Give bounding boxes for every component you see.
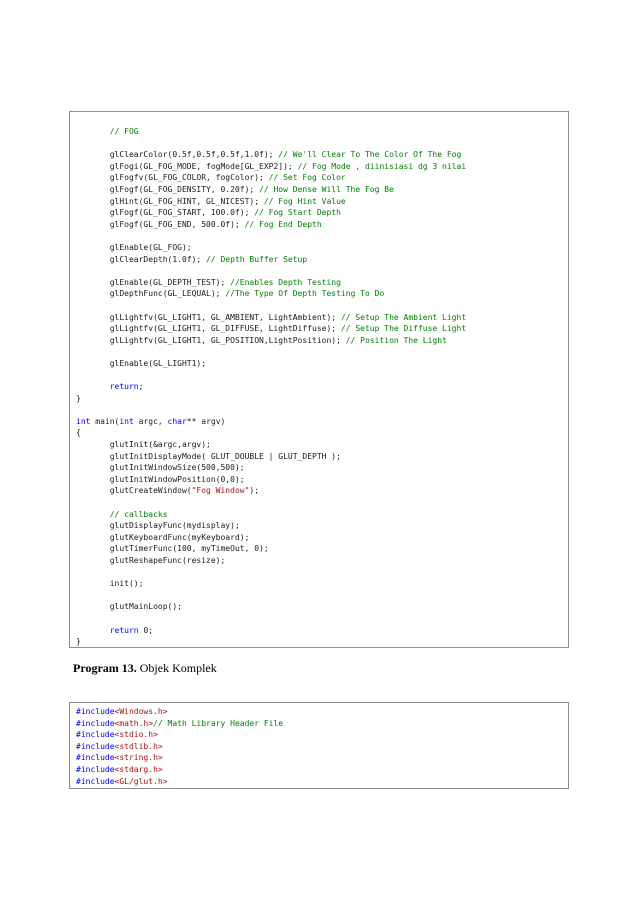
code-text: glutReshapeFunc(resize); [76,555,226,565]
code-line [76,543,466,555]
code-line [76,323,466,335]
code-line [76,451,466,463]
code-line [76,184,466,196]
code-line [76,312,466,324]
code-keyword: #include [76,776,115,786]
code-keyword: #include [76,707,115,716]
code-line [76,578,466,590]
code-line [76,207,466,219]
code-line [76,335,466,347]
code-text: ; [138,382,144,392]
caption-text: Objek Komplek [136,661,217,675]
code-text: glutTimerFunc(100, myTimeOut, 0); [76,544,269,554]
code-keyword: #include [76,718,115,728]
code-line [76,277,466,289]
code-text: glEnable(GL_DEPTH_TEST); [76,277,231,287]
code-text: glClearColor(0.5f,0.5f,0.5f,1.0f); [76,150,279,160]
code-keyword: return [109,625,139,635]
code-comment: // Depth Buffer Setup [206,254,308,264]
code-line [76,555,466,567]
code-comment: // Fog Mode , diinisiasi dg 3 nilai [297,161,467,171]
code-line [76,393,466,405]
code-comment: //Enables Depth Testing [230,277,341,287]
code-string: <GL/glut.h> [114,776,168,786]
code-comment: //The Type Of Depth Testing To Do [225,289,385,299]
code-line [76,196,466,208]
code-line [76,532,466,544]
code-listing-2-text [76,706,283,787]
code-line [76,172,466,184]
program-caption [73,661,217,676]
code-text: } [76,637,81,647]
code-text: ** argv) [186,416,226,426]
code-line [76,520,466,532]
code-text: init(); [76,579,144,589]
code-comment: // Set Fog Color [268,173,346,183]
code-line [76,126,466,138]
code-line [76,149,466,161]
code-line [76,764,283,776]
code-line [76,752,283,764]
code-line [76,613,466,625]
code-keyword: return [109,382,139,392]
code-string: <stdio.h> [114,730,158,740]
code-keyword: #include [76,764,115,774]
code-line [76,474,466,486]
code-text [76,127,110,136]
code-text: { [76,428,81,438]
code-line [76,706,283,718]
code-line [76,161,466,173]
code-text: glFogi(GL_FOG_MODE, fogMode[GL_EXP2]); [76,161,298,171]
code-line [76,369,466,381]
code-line [76,439,466,451]
code-string: <math.h> [114,718,154,728]
code-keyword: #include [76,741,115,751]
code-line [76,138,466,150]
code-text: glutInitWindowPosition(0,0); [76,474,245,484]
code-string: "Fog Window" [191,486,250,496]
code-comment: // Fog Hint Value [263,196,346,206]
code-text: glFogf(GL_FOG_DENSITY, 0.20f); [76,184,260,194]
code-text: glutCreateWindow( [76,486,192,496]
code-line [76,230,466,242]
code-text: glutInitWindowSize(500,500); [76,463,245,473]
code-line [76,346,466,358]
code-keyword: int [76,416,91,426]
code-comment: // Setup The Ambient Light [340,312,467,322]
code-text: glutDisplayFunc(mydisplay); [76,521,240,531]
code-string: <stdlib.h> [114,741,163,751]
code-line [76,590,466,602]
code-text: 0; [138,625,154,635]
code-line [76,300,466,312]
code-comment: // Setup The Diffuse Light [340,324,467,334]
code-line [76,776,283,788]
code-line [76,741,283,753]
code-line [76,601,466,613]
code-line [76,462,466,474]
code-line [76,358,466,370]
code-comment: // How Dense Will The Fog Be [259,184,394,194]
code-comment: // callbacks [109,509,168,519]
code-text: glHint(GL_FOG_HINT, GL_NICEST); [76,196,264,206]
code-listing-1-text [76,126,466,648]
code-line [76,254,466,266]
code-comment: // FOG [109,127,139,136]
code-line [76,404,466,416]
code-line [76,265,466,277]
caption-label: Program 13. [73,661,137,675]
code-listing-1 [69,111,569,648]
code-keyword: int [119,416,134,426]
code-text: glEnable(GL_LIGHT1); [76,358,207,368]
code-listing-2 [69,702,569,789]
code-line [76,416,466,428]
code-text: glLightfv(GL_LIGHT1, GL_DIFFUSE, LightDiffuse); [76,324,341,334]
code-text: glFogf(GL_FOG_END, 500.0f); [76,219,245,229]
code-string: <Windows.h> [114,707,168,716]
code-keyword: #include [76,730,115,740]
code-line [76,718,283,730]
code-line [76,636,466,648]
code-string: <string.h> [114,753,163,763]
code-line [76,497,466,509]
code-line [76,288,466,300]
code-text: glDepthFunc(GL_LEQUAL); [76,289,226,299]
code-text: glFogfv(GL_FOG_COLOR, fogColor); [76,173,269,183]
code-line [76,219,466,231]
code-text: } [76,393,81,403]
code-line [76,509,466,521]
code-text: glutInit(&argc,argv); [76,440,211,450]
code-line [76,567,466,579]
code-line [76,485,466,497]
code-comment: // Math Library Header File [153,718,284,728]
code-text: glutInitDisplayMode( GLUT_DOUBLE | GLUT_DEPTH ); [76,451,341,461]
code-keyword: char [167,416,187,426]
code-comment: // Fog Start Depth [254,208,341,218]
code-text: argc, [133,416,168,426]
code-line [76,242,466,254]
code-text [76,382,110,391]
code-text: glEnable(GL_FOG); [76,242,192,252]
code-comment: // Position The Light [345,335,447,345]
code-comment: // Fog End Depth [244,219,322,229]
code-line [76,427,466,439]
code-text [76,626,110,635]
code-text: main( [90,416,120,426]
code-comment: // We'll Clear To The Color Of The Fog [278,150,462,160]
code-line [76,729,283,741]
code-text: ); [249,486,260,496]
code-text: glLightfv(GL_LIGHT1, GL_POSITION,LightPosition); [76,335,346,345]
code-string: <stdarg.h> [114,764,163,774]
code-text: glClearDepth(1.0f); [76,254,207,264]
code-text: glLightfv(GL_LIGHT1, GL_AMBIENT, LightAmbient); [76,312,341,322]
code-keyword: #include [76,753,115,763]
code-text: glutMainLoop(); [76,602,182,612]
code-text: glutKeyboardFunc(myKeyboard); [76,532,250,542]
code-line [76,381,466,393]
code-text: glFogf(GL_FOG_START, 100.0f); [76,208,255,218]
code-line [76,625,466,637]
code-text [76,510,110,519]
